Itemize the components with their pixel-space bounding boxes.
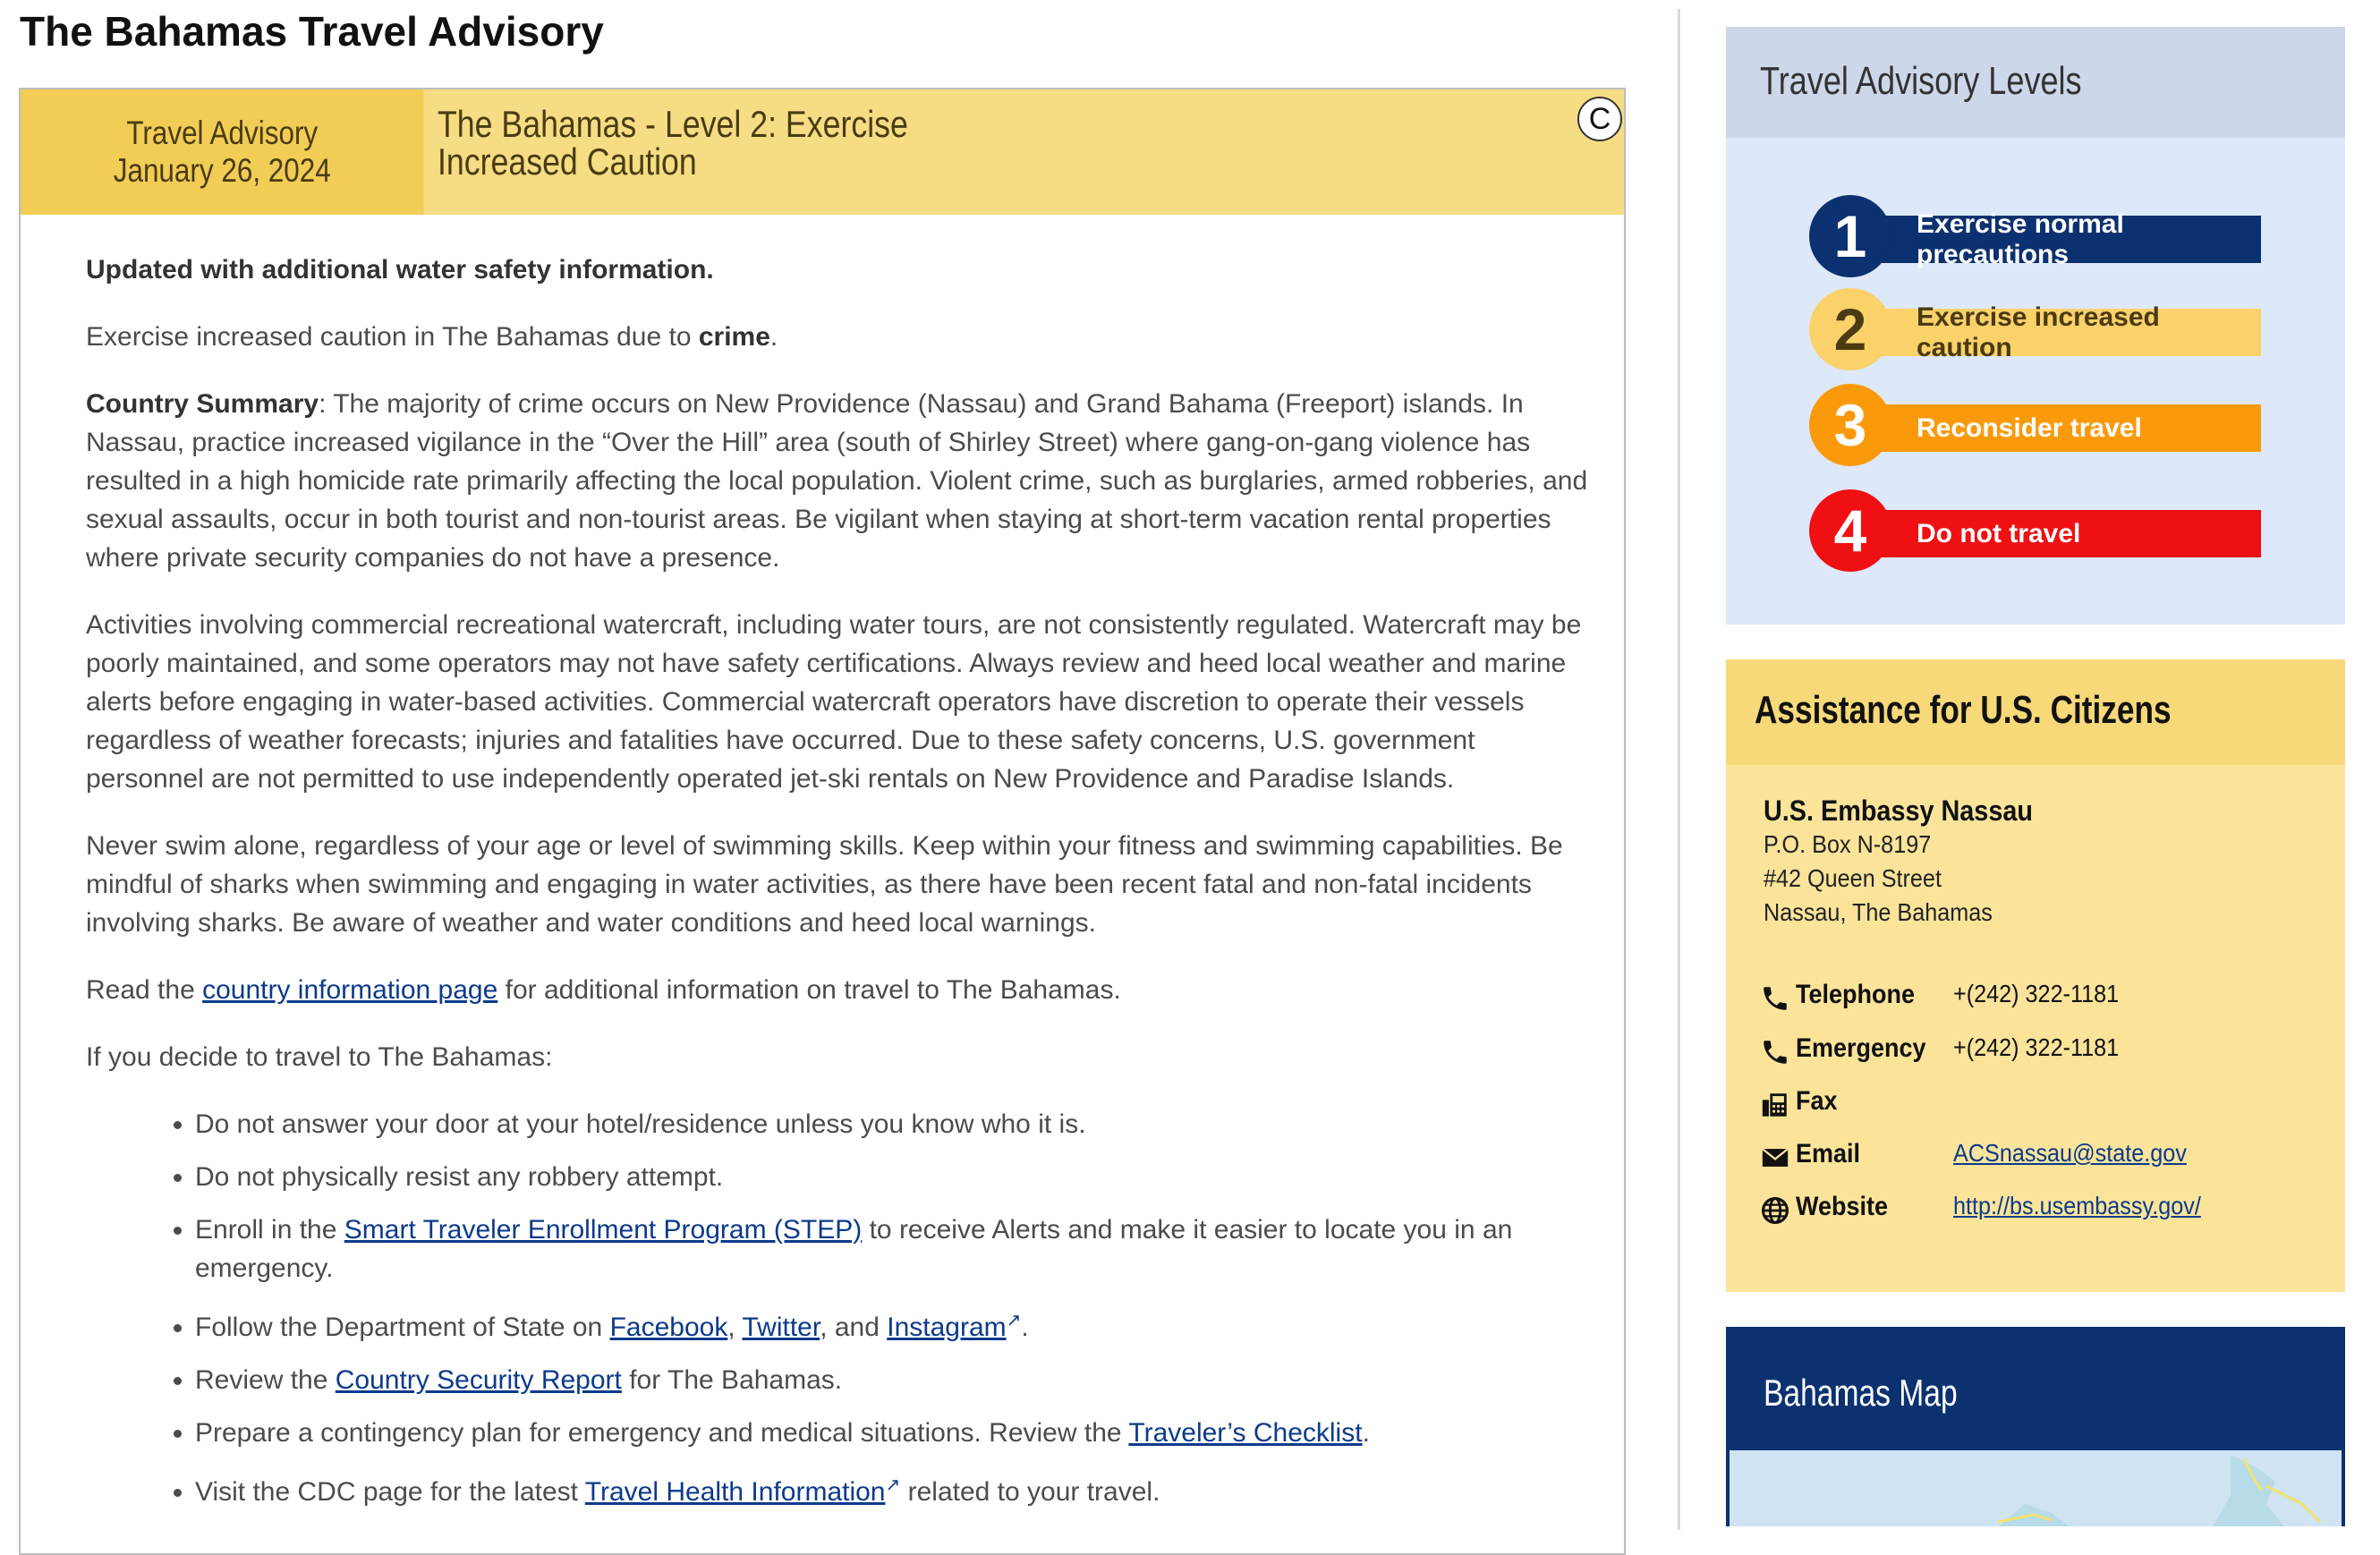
external-link-icon: ↗ <box>885 1475 901 1495</box>
level-4-bar: Do not travel <box>1863 510 2261 557</box>
advisory-box <box>19 88 1626 1555</box>
list-item: • Enroll in the Smart Traveler Enrollment Program (STEP) to receive Alerts and make it easier to locate you in an emergency. <box>195 1211 1589 1287</box>
fax-icon <box>1760 1090 1790 1120</box>
page-title: The Bahamas Travel Advisory <box>20 8 604 55</box>
list-item: • Visit the CDC page for the latest Travel Health Information↗ related to your travel. <box>195 1466 1589 1511</box>
advisory-date: January 26, 2024 <box>113 152 331 189</box>
country-summary: Country Summary: The majority of crime occurs on New Providence (Nassau) and Grand Bahama (Freeport) islands. In Nassau, practice increased vigilance in the “Over the Hill” area (south of Shirley Street) where gang-on-gang violence has resulted in a high homicide rate primarily affecting the local population. Violent crime, such as burglaries, armed robberies, and sexual assaults, occur in both tourist and non-tourist areas. Be vigilant when staying at short-term vacation rental properties where private security companies do not have a presence. <box>86 389 1588 573</box>
assistance-title: Assistance for U.S. Citizens <box>1755 688 2172 732</box>
facebook-link[interactable]: Facebook <box>609 1313 728 1342</box>
emergency-label: Emergency <box>1796 1033 1926 1063</box>
intro-paragraph: Exercise increased caution in The Bahamas due to crime. <box>86 322 778 352</box>
level-3-number: 3 <box>1809 384 1891 466</box>
list-item: • Do not answer your door at your hotel/residence unless you know who it is. <box>195 1105 1589 1143</box>
map-graphic <box>1730 1450 2342 1526</box>
address-line: #42 Queen Street <box>1764 864 1942 892</box>
bahamas-map[interactable] <box>1730 1450 2342 1526</box>
level-1-number: 1 <box>1809 195 1891 277</box>
email-label: Email <box>1796 1139 1861 1168</box>
step-link[interactable]: Smart Traveler Enrollment Program (STEP) <box>344 1215 863 1245</box>
map-panel <box>1726 1327 2345 1526</box>
read-more-paragraph: Read the country information page for additional information on travel to The Bahamas. <box>86 975 1121 1005</box>
phone-icon <box>1760 983 1790 1014</box>
phone-icon <box>1760 1037 1790 1067</box>
website-row <box>1760 1192 2315 1236</box>
website-link[interactable]: http://bs.usembassy.gov/ <box>1953 1192 2201 1219</box>
email-row <box>1760 1139 2315 1184</box>
fax-row <box>1760 1086 2315 1131</box>
list-item: • Prepare a contingency plan for emergency and medical situations. Review the Traveler’s Checklist. <box>195 1414 1589 1452</box>
levels-title: Travel Advisory Levels <box>1760 59 2082 103</box>
assistance-header <box>1726 659 2345 765</box>
list-item: • Review the Country Security Report for The Bahamas. <box>195 1361 1589 1399</box>
address-line: Nassau, The Bahamas <box>1764 898 1993 926</box>
envelope-icon <box>1760 1143 1790 1173</box>
fax-label: Fax <box>1796 1086 1838 1116</box>
level-4[interactable] <box>1809 489 2265 575</box>
level-2-bar: Exercise increased caution <box>1863 309 2261 356</box>
travelers-checklist-link[interactable]: Traveler’s Checklist <box>1128 1418 1363 1448</box>
country-information-link[interactable]: country information page <box>202 975 498 1005</box>
advice-list <box>86 1105 1589 1511</box>
c-badge-icon: C <box>1577 97 1622 141</box>
advisory-title: The Bahamas - Level 2: Exercise Increased Caution <box>438 103 908 183</box>
levels-header <box>1726 27 2345 138</box>
level-4-number: 4 <box>1809 489 1891 572</box>
assistance-panel <box>1726 659 2345 1292</box>
country-security-report-link[interactable]: Country Security Report <box>335 1365 622 1395</box>
level-3-bar: Reconsider travel <box>1863 404 2261 452</box>
emergency-row <box>1760 1033 2315 1078</box>
list-item: • Follow the Department of State on Facebook, Twitter, and Instagram↗. <box>195 1302 1589 1347</box>
level-2-number: 2 <box>1809 288 1891 370</box>
embassy-address <box>1764 794 2033 930</box>
telephone-row <box>1760 980 2315 1024</box>
watercraft-paragraph: Activities involving commercial recreational watercraft, including water tours, are not consistently regulated. Watercraft may be poorly maintained, and some operators may not have safety certifications. Always review and heed local weather and marine alerts before engaging in water-based activities. Commercial watercraft operators have discretion to operate their vessels regardless of weather forecasts; injuries and fatalities have occurred. Due to these safety concerns, U.S. government personnel are not permitted to use independently operated jet-ski rentals on New Providence and Paradise Islands. <box>86 610 1582 794</box>
instagram-link[interactable]: Instagram <box>887 1313 1007 1342</box>
website-label: Website <box>1796 1192 1889 1221</box>
external-link-icon: ↗ <box>1006 1311 1022 1330</box>
level-2[interactable] <box>1809 288 2265 374</box>
advisory-header <box>21 89 1624 215</box>
email-link[interactable]: ACSnassau@state.gov <box>1953 1139 2187 1167</box>
embassy-name: U.S. Embassy Nassau <box>1764 794 2033 827</box>
swim-paragraph: Never swim alone, regardless of your age or level of swimming skills. Keep within your fitness and swimming capabilities. Be mindful of sharks when swimming and engaging in water activities, as there have been recent fatal and non-fatal incidents involving sharks. Be aware of weather and water conditions and heed local warnings. <box>86 831 1563 938</box>
twitter-link[interactable]: Twitter <box>742 1313 820 1342</box>
map-title: Bahamas Map <box>1764 1372 1958 1414</box>
address-line: P.O. Box N-8197 <box>1764 830 1932 858</box>
if-travel-paragraph: If you decide to travel to The Bahamas: <box>86 1042 553 1072</box>
advisory-label: Travel Advisory <box>126 115 319 151</box>
level-3[interactable] <box>1809 384 2265 470</box>
emergency-value: +(242) 322-1181 <box>1953 1033 2120 1061</box>
telephone-label: Telephone <box>1796 980 1916 1009</box>
telephone-value: +(242) 322-1181 <box>1953 980 2120 1007</box>
levels-panel <box>1726 27 2345 625</box>
updated-note: Updated with additional water safety information. <box>86 255 714 285</box>
advisory-date-block <box>21 89 424 215</box>
column-divider <box>1678 9 1680 1530</box>
travel-health-link[interactable]: Travel Health Information <box>584 1477 886 1507</box>
advisory-body <box>86 251 1589 1525</box>
list-item: • Do not physically resist any robbery attempt. <box>195 1158 1589 1196</box>
level-1[interactable] <box>1809 195 2265 281</box>
globe-icon <box>1760 1195 1790 1226</box>
level-1-bar: Exercise normal precautions <box>1863 216 2261 263</box>
